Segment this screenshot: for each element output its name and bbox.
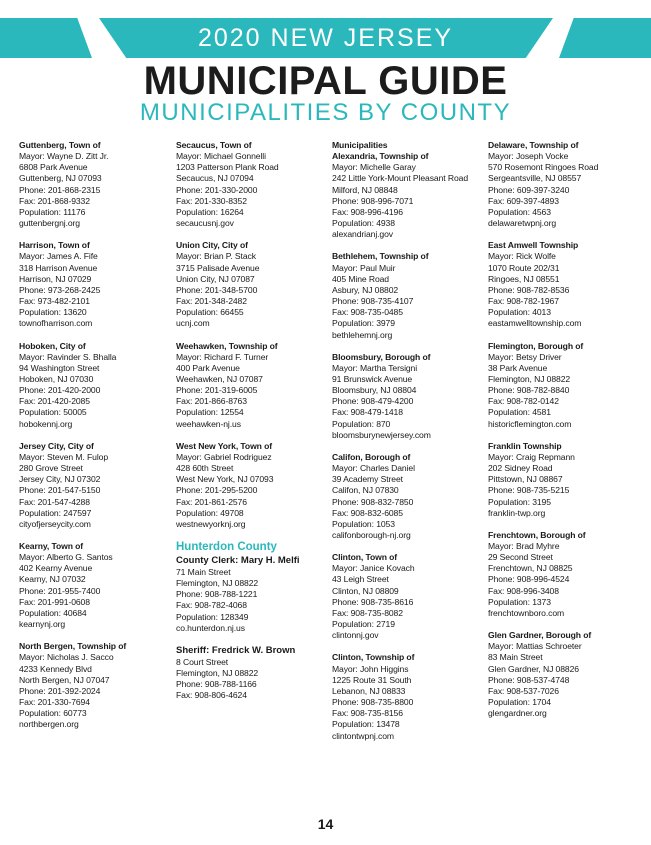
entry-detail-line: North Bergen, NJ 07047 <box>19 674 110 685</box>
official-detail-line: Phone: 908-788-1221 <box>176 589 258 600</box>
official-detail-line: Phone: 908-788-1166 <box>176 679 257 690</box>
municipality-name: Glen Gardner, Borough of <box>488 630 592 641</box>
municipality-name: Delaware, Township of <box>488 140 579 150</box>
entry-detail-line: Mayor: James A. Fife <box>19 251 98 262</box>
entry-detail-line: 405 Mine Road <box>332 273 389 284</box>
entry-detail-line: Mayor: Janice Kovach <box>332 563 415 574</box>
municipality-entry <box>19 441 169 530</box>
entry-detail-line: Lebanon, NJ 08833 <box>332 685 406 696</box>
entry-detail-line: Population: 1053 <box>332 518 395 529</box>
municipality-name: East Amwell Township <box>488 240 579 251</box>
entry-detail-line: 202 Sidney Road <box>488 463 553 474</box>
entry-detail-line: Fax: 201-330-8352 <box>176 195 247 206</box>
entry-detail-line: Phone: 908-735-8800 <box>332 697 414 708</box>
entry-detail-line: 402 Kearny Avenue <box>19 563 93 574</box>
municipality-entry <box>488 140 638 229</box>
entry-detail-line: Population: 4581 <box>488 407 551 418</box>
entry-detail-line: Mayor: Martha Tersigni <box>332 362 418 373</box>
entry-detail-line: Population: 40684 <box>19 607 87 618</box>
entry-detail-line: Phone: 201-868-2315 <box>19 184 101 195</box>
entry-detail-line: 1203 Patterson Plank Road <box>176 162 279 173</box>
municipality-name: Clinton, Township of <box>332 652 415 663</box>
entry-detail-line: Population: 3195 <box>488 496 551 507</box>
municipality-entry <box>488 341 638 430</box>
entry-detail-line: Mayor: Paul Muir <box>332 262 396 273</box>
entry-detail-line: Fax: 908-537-7026 <box>488 685 559 696</box>
entry-detail-line: guttenbergnj.org <box>19 218 80 229</box>
entry-detail-line: Phone: 908-996-4524 <box>488 574 570 585</box>
entry-detail-line: 83 Main Street <box>488 652 543 663</box>
entry-detail-line: 570 Rosemont Ringoes Road <box>488 162 599 173</box>
official-detail-line: 71 Main Street <box>176 567 231 577</box>
entry-detail-line: 4233 Kennedy Blvd <box>19 663 92 674</box>
entry-detail-line: franklin-twp.org <box>488 507 546 518</box>
sheriff-lines <box>176 657 326 702</box>
entry-detail-line: Fax: 201-866-8763 <box>176 396 247 407</box>
entry-detail-line: Fax: 908-479-1418 <box>332 407 403 418</box>
official-detail-line: Population: 128349 <box>176 611 249 622</box>
entry-detail-line: Phone: 201-319-6005 <box>176 385 258 396</box>
municipality-entry <box>19 541 169 630</box>
entry-detail-line: Phone: 201-547-5150 <box>19 485 101 496</box>
entry-detail-line: Califon, NJ 07830 <box>332 485 399 496</box>
official-detail-line: Fax: 908-782-4068 <box>176 600 247 611</box>
entry-detail-line: Fax: 908-832-6085 <box>332 507 403 518</box>
entry-detail-line: Clinton, NJ 08809 <box>332 585 399 596</box>
municipality-entry <box>19 140 169 229</box>
municipality-name: Bloomsbury, Borough of <box>332 351 431 362</box>
banner-text: 2020 NEW JERSEY <box>197 24 454 52</box>
entry-detail-line: Hoboken, NJ 07030 <box>19 373 94 384</box>
entry-detail-line: alexandrianj.gov <box>332 229 393 240</box>
municipality-name: Secaucus, Town of <box>176 140 252 150</box>
entry-detail-line: Mayor: Steven M. Fulop <box>19 451 109 462</box>
entry-detail-line: Population: 13620 <box>19 307 87 318</box>
entry-detail-line: Fax: 908-782-1967 <box>488 296 559 307</box>
municipality-entry <box>332 251 482 340</box>
entry-detail-line: Phone: 908-782-8840 <box>488 385 570 396</box>
column-2-entries <box>176 140 326 530</box>
official-detail-line: Fax: 908-806-4624 <box>176 690 247 701</box>
entry-detail-line: Phone: 908-832-7850 <box>332 496 414 507</box>
entry-detail-line: 428 60th Street <box>176 463 234 474</box>
entry-detail-line: Mayor: Brian P. Stack <box>176 251 256 262</box>
entry-detail-line: clintontwpnj.com <box>332 730 394 741</box>
municipality-entry <box>332 452 482 541</box>
official-detail-line: 8 Court Street <box>176 656 229 667</box>
entry-detail-line: Population: 12554 <box>176 407 244 418</box>
county-clerk-entry <box>176 555 326 634</box>
municipality-entry <box>176 441 326 530</box>
municipality-entry <box>332 652 482 741</box>
entry-detail-line: Mayor: Craig Repmann <box>488 451 575 462</box>
entry-detail-line: Fax: 201-868-9332 <box>19 195 90 206</box>
municipality-entry <box>332 352 482 441</box>
entry-detail-line: Population: 66455 <box>176 307 244 318</box>
entry-detail-line: Phone: 908-735-5215 <box>488 485 570 496</box>
entry-detail-line: Mayor: Alberto G. Santos <box>19 552 113 563</box>
entry-detail-line: 318 Harrison Avenue <box>19 262 98 273</box>
municipality-entry <box>176 341 326 430</box>
municipality-entry <box>488 630 638 719</box>
entry-detail-line: townofharrison.com <box>19 318 93 329</box>
entry-detail-line: 1070 Route 202/31 <box>488 262 560 273</box>
column-2 <box>176 140 326 713</box>
entry-detail-line: Phone: 201-392-2024 <box>19 685 101 696</box>
entry-detail-line: Mayor: Rick Wolfe <box>488 251 556 262</box>
entry-detail-line: Fax: 201-861-2576 <box>176 496 247 507</box>
entry-detail-line: Fax: 908-735-8082 <box>332 607 403 618</box>
entry-detail-line: northbergen.org <box>19 719 79 730</box>
municipality-entry <box>19 641 169 730</box>
entry-detail-line: 39 Academy Street <box>332 474 403 485</box>
entry-detail-line: 242 Little York-Mount Pleasant Road <box>332 173 469 184</box>
entry-detail-line: Phone: 201-295-5200 <box>176 485 258 496</box>
entry-detail-line: Population: 3979 <box>332 318 395 329</box>
entry-detail-line: Phone: 201-330-2000 <box>176 184 258 195</box>
entry-detail-line: Population: 1373 <box>488 596 551 607</box>
municipality-name: Flemington, Borough of <box>488 340 584 351</box>
entry-detail-line: hobokennj.org <box>19 418 73 429</box>
entry-detail-line: Population: 4938 <box>332 218 395 229</box>
entry-detail-line: Flemington, NJ 08822 <box>488 373 571 384</box>
municipality-name: Guttenberg, Town of <box>19 140 101 150</box>
entry-detail-line: Mayor: Richard F. Turner <box>176 351 269 362</box>
entry-detail-line: ucnj.com <box>176 318 210 329</box>
entry-detail-line: Jersey City, NJ 07302 <box>19 474 101 485</box>
entry-detail-line: clintonnj.gov <box>332 630 379 641</box>
county-clerk-lines <box>176 567 326 634</box>
entry-detail-line: Bloomsbury, NJ 08804 <box>332 385 417 396</box>
municipality-name: Califon, Borough of <box>332 451 411 462</box>
municipality-name: Union City, City of <box>176 240 248 251</box>
municipalities-label: Municipalities <box>332 140 388 150</box>
entry-detail-line: Fax: 201-330-7694 <box>19 697 90 708</box>
municipality-name: North Bergen, Township of <box>19 641 127 652</box>
entry-detail-line: Mayor: Brad Myhre <box>488 541 560 551</box>
entry-detail-line: delawaretwpnj.org <box>488 218 557 229</box>
entry-detail-line: frenchtownboro.com <box>488 607 565 618</box>
entry-detail-line: Fax: 201-991-0608 <box>19 596 90 607</box>
official-detail-line: co.hunterdon.nj.us <box>176 622 245 633</box>
municipality-name: Harrison, Town of <box>19 240 90 251</box>
entry-detail-line: 94 Washington Street <box>19 362 100 373</box>
entry-detail-line: Fax: 973-482-2101 <box>19 296 90 307</box>
entry-detail-line: Glen Gardner, NJ 08826 <box>488 663 579 674</box>
municipality-entry <box>332 151 482 240</box>
entry-detail-line: Population: 1704 <box>488 697 551 708</box>
entry-detail-line: 3715 Palisade Avenue <box>176 262 260 273</box>
entry-detail-line: Mayor: Michelle Garay <box>332 162 416 173</box>
entry-detail-line: Ringoes, NJ 08551 <box>488 273 560 284</box>
entry-detail-line: Population: 2719 <box>332 619 395 630</box>
entry-detail-line: Population: 60773 <box>19 708 87 719</box>
entry-detail-line: glengardner.org <box>488 708 547 719</box>
municipality-entry <box>176 140 326 229</box>
sheriff-entry <box>176 645 326 702</box>
entry-detail-line: Population: 50005 <box>19 407 87 418</box>
entry-detail-line: Population: 13478 <box>332 719 400 730</box>
municipality-name: Weehawken, Township of <box>176 340 278 351</box>
municipality-entry <box>488 441 638 519</box>
entry-detail-line: Phone: 609-397-3240 <box>488 184 570 195</box>
entry-detail-line: Population: 16264 <box>176 206 244 217</box>
sheriff-title: Sheriff: Fredrick W. Brown <box>176 644 296 656</box>
entry-detail-line: Fax: 908-782-0142 <box>488 396 559 407</box>
entry-detail-line: Phone: 973-268-2425 <box>19 284 101 295</box>
municipality-name: Clinton, Town of <box>332 552 398 563</box>
entry-detail-line: Fax: 908-735-0485 <box>332 307 403 318</box>
entry-detail-line: Weehawken, NJ 07087 <box>176 373 263 384</box>
entry-detail-line: Phone: 908-782-8536 <box>488 284 570 295</box>
municipality-entry <box>19 341 169 430</box>
municipality-name: West New York, Town of <box>176 440 273 451</box>
official-detail-line: Flemington, NJ 08822 <box>176 668 259 679</box>
entry-detail-line: Population: 4563 <box>488 206 551 217</box>
entry-detail-line: Phone: 201-955-7400 <box>19 585 101 596</box>
county-clerk-title: County Clerk: Mary H. Melfi <box>176 555 300 566</box>
entry-detail-line: bethlehemnj.org <box>332 329 393 340</box>
entry-detail-line: Sergeantsville, NJ 08557 <box>488 173 582 184</box>
entry-detail-line: Phone: 201-348-5700 <box>176 284 258 295</box>
entry-detail-line: Frenchtown, NJ 08825 <box>488 563 573 574</box>
entry-detail-line: Mayor: Mattias Schroeter <box>488 641 582 652</box>
entry-detail-line: historicflemington.com <box>488 418 572 429</box>
column-1 <box>19 140 169 742</box>
entry-detail-line: Guttenberg, NJ 07093 <box>19 173 102 184</box>
municipality-name: Hoboken, City of <box>19 340 86 351</box>
entry-detail-line: Secaucus, NJ 07094 <box>176 173 254 184</box>
entry-detail-line: Mayor: Ravinder S. Bhalla <box>19 351 117 362</box>
column-4 <box>488 140 638 730</box>
entry-detail-line: Population: 49708 <box>176 507 244 518</box>
entry-detail-line: Phone: 908-735-8616 <box>332 596 414 607</box>
entry-detail-line: Fax: 201-420-2085 <box>19 396 90 407</box>
entry-detail-line: Population: 247597 <box>19 507 92 518</box>
entry-detail-line: eastamwelltownship.com <box>488 318 582 329</box>
entry-detail-line: 38 Park Avenue <box>488 362 548 373</box>
entry-detail-line: bloomsburynewjersey.com <box>332 429 431 440</box>
entry-detail-line: secaucusnj.gov <box>176 218 234 229</box>
entry-detail-line: 400 Park Avenue <box>176 362 240 373</box>
entry-detail-line: Mayor: Michael Gonnelli <box>176 151 266 162</box>
municipality-entry <box>332 552 482 641</box>
official-detail-line: Flemington, NJ 08822 <box>176 578 259 589</box>
entry-detail-line: Asbury, NJ 08802 <box>332 284 399 295</box>
municipality-name: Bethlehem, Township of <box>332 251 429 262</box>
entry-detail-line: Harrison, NJ 07029 <box>19 273 92 284</box>
entry-detail-line: Union City, NJ 07087 <box>176 273 255 284</box>
entry-detail-line: Fax: 908-996-3408 <box>488 585 559 596</box>
entry-detail-line: Mayor: Joseph Vocke <box>488 151 569 162</box>
entry-detail-line: Mayor: Betsy Driver <box>488 351 562 362</box>
entry-detail-line: West New York, NJ 07093 <box>176 474 274 485</box>
entry-detail-line: Population: 870 <box>332 418 391 429</box>
entry-detail-line: Mayor: Gabriel Rodriguez <box>176 451 272 462</box>
entry-detail-line: 1225 Route 31 South <box>332 674 412 685</box>
page-number: 14 <box>317 816 334 832</box>
entry-detail-line: Population: 4013 <box>488 307 551 318</box>
entry-detail-line: Mayor: Nicholas J. Sacco <box>19 652 114 663</box>
municipality-entry <box>488 240 638 329</box>
entry-detail-line: Fax: 201-348-2482 <box>176 296 247 307</box>
entry-detail-line: Phone: 201-420-2000 <box>19 385 101 396</box>
column-3-entries <box>332 151 482 742</box>
entry-detail-line: cityofjerseycity.com <box>19 518 91 529</box>
entry-detail-line: 280 Grove Street <box>19 463 83 474</box>
entry-detail-line: Mayor: Charles Daniel <box>332 463 415 474</box>
entry-detail-line: Phone: 908-996-7071 <box>332 195 414 206</box>
entry-detail-line: westnewyorknj.org <box>176 518 246 529</box>
entry-detail-line: Fax: 908-996-4196 <box>332 206 403 217</box>
entry-detail-line: 91 Brunswick Avenue <box>332 373 413 384</box>
entry-detail-line: califonborough-nj.org <box>332 530 411 540</box>
entry-detail-line: Fax: 609-397-4893 <box>488 195 559 206</box>
entry-detail-line: 6808 Park Avenue <box>19 162 88 173</box>
column-3 <box>332 140 482 753</box>
municipality-name: Franklin Township <box>488 440 562 451</box>
municipality-name: Jersey City, City of <box>19 440 94 451</box>
page-title: MUNICIPAL GUIDE <box>143 59 508 103</box>
entry-detail-line: Mayor: John Higgins <box>332 663 409 674</box>
entry-detail-line: Kearny, NJ 07032 <box>19 574 86 585</box>
entry-detail-line: Pittstown, NJ 08867 <box>488 474 563 485</box>
entry-detail-line: 43 Leigh Street <box>332 574 389 585</box>
municipality-entry <box>19 240 169 329</box>
entry-detail-line: weehawken-nj.us <box>176 418 241 429</box>
entry-detail-line: 29 Second Street <box>488 552 553 563</box>
municipality-name: Frenchtown, Borough of <box>488 529 586 540</box>
entry-detail-line: Fax: 201-547-4288 <box>19 496 90 507</box>
page-subtitle: MUNICIPALITIES BY COUNTY <box>139 99 512 126</box>
entry-detail-line: Milford, NJ 08848 <box>332 184 398 195</box>
municipality-entry <box>488 530 638 619</box>
entry-detail-line: Mayor: Wayne D. Zitt Jr. <box>19 151 109 162</box>
entry-detail-line: Phone: 908-537-4748 <box>488 674 570 685</box>
entry-detail-line: Fax: 908-735-8156 <box>332 708 403 719</box>
municipality-name: Alexandria, Township of <box>332 151 429 162</box>
county-heading: Hunterdon County <box>176 541 277 553</box>
entry-detail-line: Population: 11176 <box>19 206 86 217</box>
entry-detail-line: kearnynj.org <box>19 619 66 630</box>
entry-detail-line: Phone: 908-479-4200 <box>332 396 414 407</box>
municipality-entry <box>176 240 326 329</box>
entry-detail-line: Phone: 908-735-4107 <box>332 296 414 307</box>
municipality-name: Kearny, Town of <box>19 541 84 551</box>
